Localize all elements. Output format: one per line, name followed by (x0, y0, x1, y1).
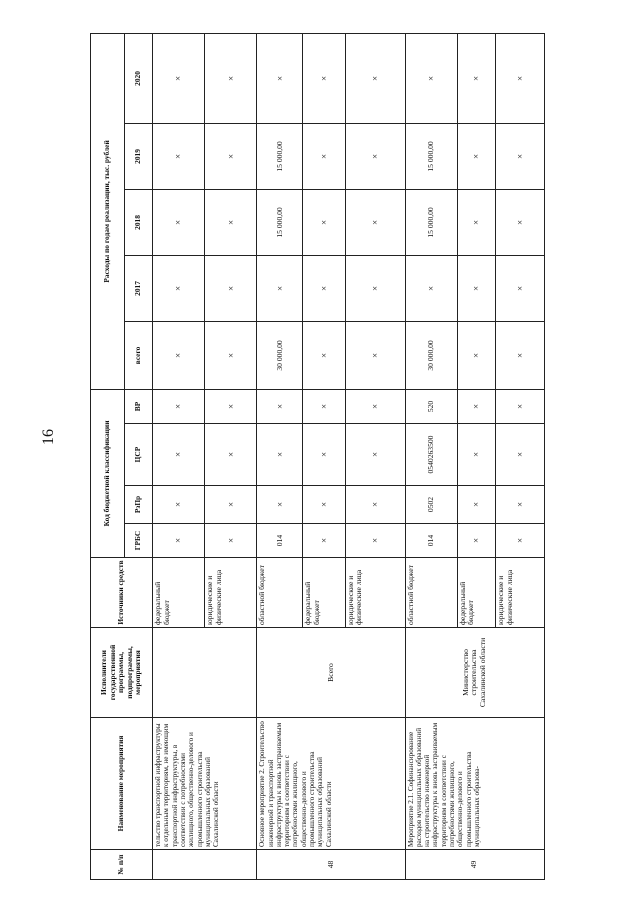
source: областной бюджет (257, 558, 303, 628)
cell-rzpr: × (153, 486, 205, 524)
cell-csr: × (495, 424, 544, 486)
header-source: Источники средств (91, 558, 153, 628)
executor: Всего (257, 628, 405, 718)
cell-2018: × (153, 189, 205, 255)
measure-name: тельство транспортной инфраструктуры к отдельным территориям, не имеющим транспортной инфраструктуры, в соответствии с потребностями жилищного, общественно-делового и промышленного строительства муниципальных образований Сахалинской области (153, 718, 257, 850)
cell-2019: × (345, 123, 405, 189)
cell-2020: × (405, 33, 457, 123)
executor: Министерство строительства Сахалинской области (405, 628, 544, 718)
cell-rzpr: × (345, 486, 405, 524)
header-exec: Исполнители государственной программы, подпрограммы, мероприятия (91, 628, 153, 718)
cell-2019: × (205, 123, 257, 189)
cell-2019: 15 000,00 (257, 123, 303, 189)
source: юридические и физические лица (205, 558, 257, 628)
cell-2017: × (457, 255, 495, 321)
cell-2020: × (345, 33, 405, 123)
cell-2018: 15 000,00 (257, 189, 303, 255)
cell-csr: × (345, 424, 405, 486)
cell-vr: 520 (405, 389, 457, 423)
rotated-table-container (90, 34, 545, 880)
header-year-2018: 2018 (125, 189, 153, 255)
cell-total: × (205, 321, 257, 389)
source: юридические и физические лица (345, 558, 405, 628)
header-year-2017: 2017 (125, 255, 153, 321)
cell-rzpr: 0502 (405, 486, 457, 524)
cell-total: × (153, 321, 205, 389)
header-vr: ВР (125, 389, 153, 423)
cell-2017: × (495, 255, 544, 321)
cell-grbs: 014 (257, 524, 303, 558)
cell-grbs: 014 (405, 524, 457, 558)
cell-csr: × (205, 424, 257, 486)
cell-rzpr: × (205, 486, 257, 524)
cell-2018: × (345, 189, 405, 255)
cell-vr: × (495, 389, 544, 423)
cell-2020: × (153, 33, 205, 123)
cell-2020: × (457, 33, 495, 123)
cell-csr: 0540263500 (405, 424, 457, 486)
table-row (405, 33, 457, 879)
page-number: 16 (40, 429, 57, 445)
cell-grbs: × (153, 524, 205, 558)
table-row (257, 33, 303, 879)
source: федеральный бюджет (457, 558, 495, 628)
row-number: 48 (257, 850, 405, 880)
header-year-2019: 2019 (125, 123, 153, 189)
header-total: всего (125, 321, 153, 389)
cell-2019: × (303, 123, 345, 189)
cell-vr: × (303, 389, 345, 423)
cell-grbs: × (457, 524, 495, 558)
cell-2019: 15 000,00 (405, 123, 457, 189)
header-num: № п/п (91, 850, 153, 880)
cell-total: × (495, 321, 544, 389)
cell-2017: × (345, 255, 405, 321)
row-number: 49 (405, 850, 544, 880)
cell-csr: × (303, 424, 345, 486)
cell-csr: × (457, 424, 495, 486)
cell-2018: × (303, 189, 345, 255)
budget-table (90, 33, 545, 880)
cell-2019: × (495, 123, 544, 189)
header-csr: ЦСР (125, 424, 153, 486)
cell-csr: × (153, 424, 205, 486)
header-name: Наименование мероприятия (91, 718, 153, 850)
cell-2017: × (153, 255, 205, 321)
cell-rzpr: × (457, 486, 495, 524)
cell-rzpr: × (257, 486, 303, 524)
header-kbk: Код бюджетной классификации (91, 389, 125, 557)
cell-grbs: × (495, 524, 544, 558)
cell-2018: × (457, 189, 495, 255)
cell-total: × (303, 321, 345, 389)
table-wrapper (90, 34, 545, 880)
cell-2018: 15 000,00 (405, 189, 457, 255)
cell-2020: × (303, 33, 345, 123)
cell-grbs: × (205, 524, 257, 558)
cell-total: × (457, 321, 495, 389)
executor (153, 628, 257, 718)
cell-2019: × (153, 123, 205, 189)
cell-2020: × (205, 33, 257, 123)
cell-total: 30 000,00 (405, 321, 457, 389)
cell-total: 30 000,00 (257, 321, 303, 389)
header-year-2020: 2020 (125, 33, 153, 123)
cell-2018: × (205, 189, 257, 255)
cell-2017: × (257, 255, 303, 321)
cell-vr: × (457, 389, 495, 423)
source: федеральный бюджет (153, 558, 205, 628)
row-number (153, 850, 257, 880)
measure-name: Мероприятие 2.1. Софинансирование расходов муниципальных образований на строительство инженерной инфраструктуры к вновь застраиваемым территориям в соответствии с потребностями жилищного, общественно-делового и промышленного строительства муниципальных образова- (405, 718, 544, 850)
header-grbs: ГРБС (125, 524, 153, 558)
cell-rzpr: × (303, 486, 345, 524)
measure-name: Основное мероприятие 2. Строительство инженерной и транспортной инфраструктуры к вновь застраиваемым территориям в соответствии с потребностями жилищного, общественно-делового и промышленного строительства муниципальных образований Сахалинской области (257, 718, 405, 850)
header-rzpr: РзПр (125, 486, 153, 524)
source: федеральный бюджет (303, 558, 345, 628)
cell-grbs: × (303, 524, 345, 558)
cell-vr: × (257, 389, 303, 423)
header-row-1 (91, 33, 125, 879)
cell-total: × (345, 321, 405, 389)
cell-vr: × (345, 389, 405, 423)
source: областной бюджет (405, 558, 457, 628)
cell-grbs: × (345, 524, 405, 558)
cell-csr: × (257, 424, 303, 486)
header-expenses: Расходы по годам реализации, тыс. рублей (91, 33, 125, 389)
cell-2019: × (457, 123, 495, 189)
source: юридические и физические лица (495, 558, 544, 628)
cell-2020: × (495, 33, 544, 123)
cell-2017: × (405, 255, 457, 321)
table-row (153, 33, 205, 879)
cell-2018: × (495, 189, 544, 255)
cell-vr: × (153, 389, 205, 423)
cell-vr: × (205, 389, 257, 423)
cell-2020: × (257, 33, 303, 123)
cell-rzpr: × (495, 486, 544, 524)
cell-2017: × (205, 255, 257, 321)
cell-2017: × (303, 255, 345, 321)
